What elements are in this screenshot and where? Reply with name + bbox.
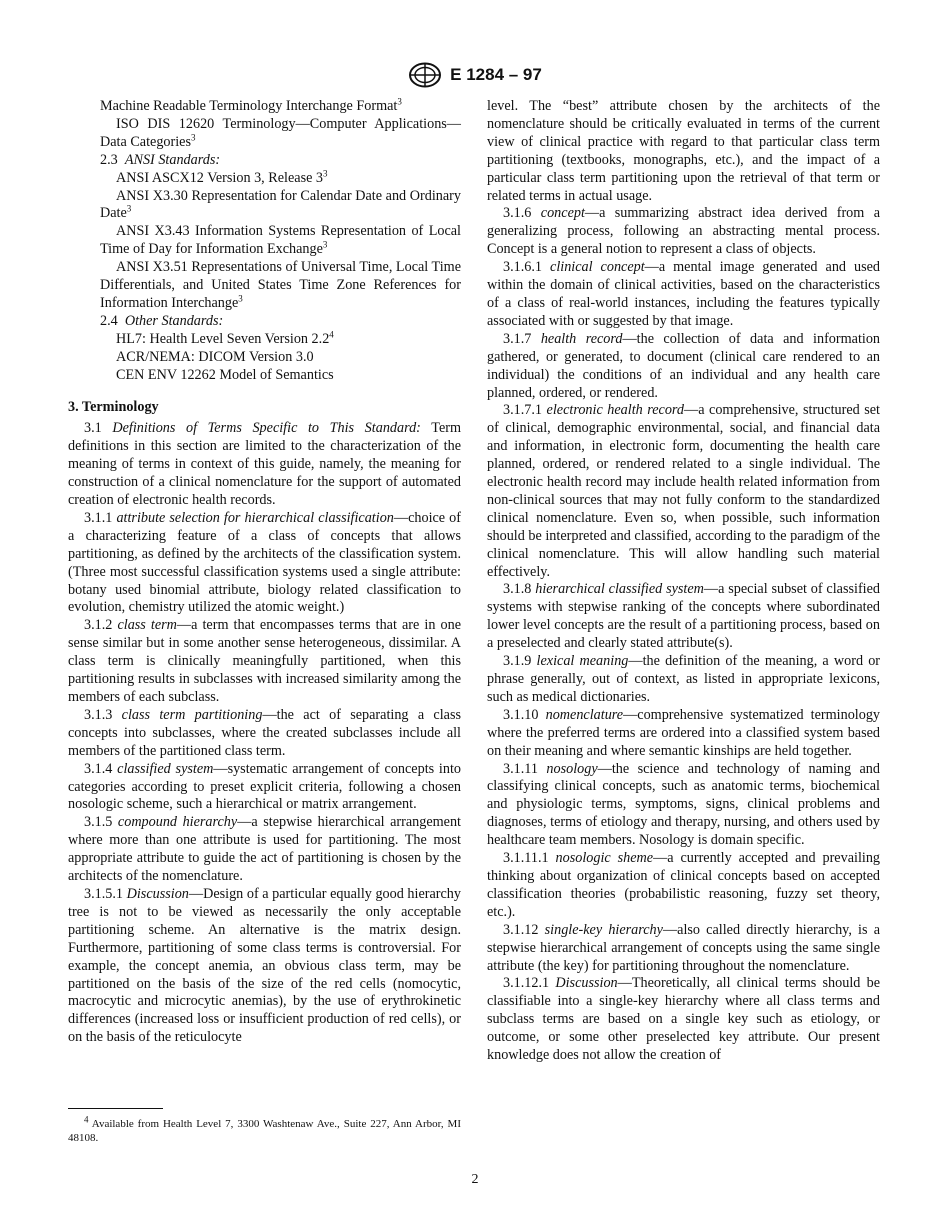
document-id: E 1284 – 97 [450, 65, 542, 84]
para-3-1-2: 3.1.2 class term—a term that encompasses terms that are in one sense similar but in some another sense heterogeneous, dissimilar. A class term is clinically meaningfully partitioned, when this partitioning results in subclasses with increased similarity among the members of each subclass. [68, 617, 461, 705]
para-3-1-12: 3.1.12 single-key hierarchy—also called directly hierarchy, is a stepwise hierarchical arrangement of concepts using the same single attribute (the key) for partitioning throughout the nomenclature. [487, 921, 880, 974]
reference-continuation: Machine Readable Terminology Interchange Format$^3$ [100, 96, 402, 114]
para-3-1-11-1: 3.1.11.1 nosologic sheme—a currently accepted and prevailing thinking about organization of clinical concepts based on accepted classification theories (probabilistic reasoning, fuzzy set theory, etc.). [487, 850, 881, 920]
para-3-1: 3.1 Definitions of Terms Specific to This Standard: Term definitions in this section are limited to the characterization of the meaning of terms in context of this guide, namely, the meaning for construction of a clinical nomenclature for the support of automated creation of electronic health records. [68, 420, 462, 509]
para-3-1-9: 3.1.9 lexical meaning—the definition of the meaning, a word or phrase generally, out of context, as listed in appropriate lexicons, such as medical dictionaries. [487, 653, 881, 705]
right-column [487, 98, 880, 1065]
para-3-1-1: 3.1.1 attribute selection for hierarchical classification—choice of a characterizing feature of a class of concepts that allows partitioning, as defined by the architects of the classification system. (Three most successful classification systems used a single attribute: botany used binomial attribute, biology related classification to evolution, chemistry utilized the atomic weight.) [68, 509, 461, 616]
para-3-1-6-1: 3.1.6.1 clinical concept—a mental image generated and used within the domain of clinical activities, based on the characteristics of a class of real-world instances, including the features typically associated with or suggested by that image. [487, 259, 880, 329]
para-3-1-4: 3.1.4 classified system—systematic arrangement of concepts into categories according to preset explicit criteria, following a chosen nosologic scheme, such a hierarchical or matrix arrangement. [68, 760, 462, 813]
reference-ansi-2: ANSI X3.30 Representation for Calendar Date and Ordinary Date$^3$ [100, 187, 461, 222]
page-number: 2 [471, 1172, 479, 1187]
reference-hl7: HL7: Health Level Seven Version $2.2^4$ [116, 329, 334, 347]
para-3-1-7-1: 3.1.7.1 electronic health record—a comprehensive, structured set of clinical, demographic environmental, social, and financial data and information, in electronic form, documenting the health care planned, ordered, or rendered related to a single individual. The electronic health record may include health related information from non-clinical sources that may not fully conform to the standardized clinical nomenclature. Even so, when possible, such information should be interpreted and classified, according to the paradigm of the clinical nomenclature. This will allow handling such material effectively. [487, 402, 881, 580]
reference-ansi-1: ANSI ASCX12 Version 3, Release $3^3$ [116, 167, 328, 186]
footnote: $^4$ Available from Health Level 7, 3300 Washtenaw Ave., Suite 227, Ann Arbor, MI 48108. [68, 1114, 461, 1144]
reference-ansi-4: ANSI X3.51 Representations of Universal Time, Local Time Differentials, and United States Time Zone References for Information Interchange$^3$ [100, 259, 461, 311]
reference-iso: ISO DIS 12620 Terminology—Computer Applications—Data Categories$^3$ [100, 115, 461, 150]
reference-acr-nema: ACR/NEMA: DICOM Version 3.0 [116, 348, 314, 365]
footnote-divider [68, 1108, 163, 1109]
para-3-1-3: 3.1.3 class term partitioning—the act of separating a class concepts into subclasses, where the created subclasses include all members of the partitioned class term. [68, 706, 461, 759]
reference-cen: CEN ENV 12262 Model of Semantics [116, 366, 334, 383]
para-3-1-8: 3.1.8 hierarchical classified system—a special subset of classified systems with stepwise ranking of the concepts where subordinated lower level concepts are the result of a partitioning process, based on a preselected and clearly stated attribute(s). [487, 581, 880, 652]
para-3-1-7: 3.1.7 health record—the collection of data and information gathered, or generated, to document (clinical care rendered to an individual) the conditions of an individual and any health care planned, ordered, or rendered. [487, 330, 881, 401]
para-3-1-12-1: 3.1.12.1 Discussion—Theoretically, all clinical terms should be classifiable into a single-key hierarchy where all class terms and subclass terms are based on a single key such as etiology, or outcome, or some other preselected key attribute. Our present knowledge does not allow the creation of [487, 975, 880, 1064]
section-3-heading: 3. Terminology [68, 398, 159, 415]
page-header [0, 62, 950, 88]
para-continuation: level. The “best” attribute chosen by the architects of the nomenclature should be critically evaluated in terms of the current view of clinical practice with regard to that particular class term partitioning (textbooks, monographs, etc.), and the impact of a particular class term partitioning upon the retrieval of that term or related terms in actual usage. [487, 98, 880, 204]
para-3-1-5-1: 3.1.5.1 Discussion—Design of a particular equally good hierarchy tree is not to be viewed as necessarily the only acceptable partitioning scheme. An alternative is the matrix design. Furthermore, partitioning of some class terms is controversial. For example, the concept anemia, an obvious class term, may be partitioned on the basis of the size of the red cells (nomocytic, macrocytic and microcytic anemias), by the use of erythrokinetic differences (increased loss or insufficient production of red cells), or on the basis of the reticulocyte [68, 885, 461, 1046]
astm-logo-icon [408, 62, 442, 88]
para-3-1-11: 3.1.11 nosology—the science and technology of naming and classifying clinical concepts, such as anatomic terms, biochemical and physiologic terms, symptoms, signs, clinical problems and diagnoses, terms of etiology and therapy, nursing, and others used by healthcare team members. Nosology is domain specific. [487, 760, 880, 849]
section-2-4-heading: 2.4 Other Standards: [100, 312, 224, 329]
para-3-1-10: 3.1.10 nomenclature—comprehensive systematized terminology where the preferred terms are ordered into a classified system based on their meaning and where semantic kinships are held together. [487, 706, 881, 759]
para-3-1-5: 3.1.5 compound hierarchy—a stepwise hierarchical arrangement where more than one attribute is used for partitioning. The most appropriate attribute to guide the act of partitioning is chosen by the architects of the nomenclature. [68, 814, 462, 885]
section-2-3-heading: 2.3 ANSI Standards: [100, 151, 221, 168]
left-column [68, 98, 461, 1047]
reference-ansi-3: ANSI X3.43 Information Systems Representation of Local Time of Day for Information Exchange$^3$ [100, 223, 461, 258]
para-3-1-6: 3.1.6 concept—a summarizing abstract idea derived from a generalizing process, following an abstracting mental process. Concept is a general notion to represent a class of objects. [487, 205, 880, 258]
